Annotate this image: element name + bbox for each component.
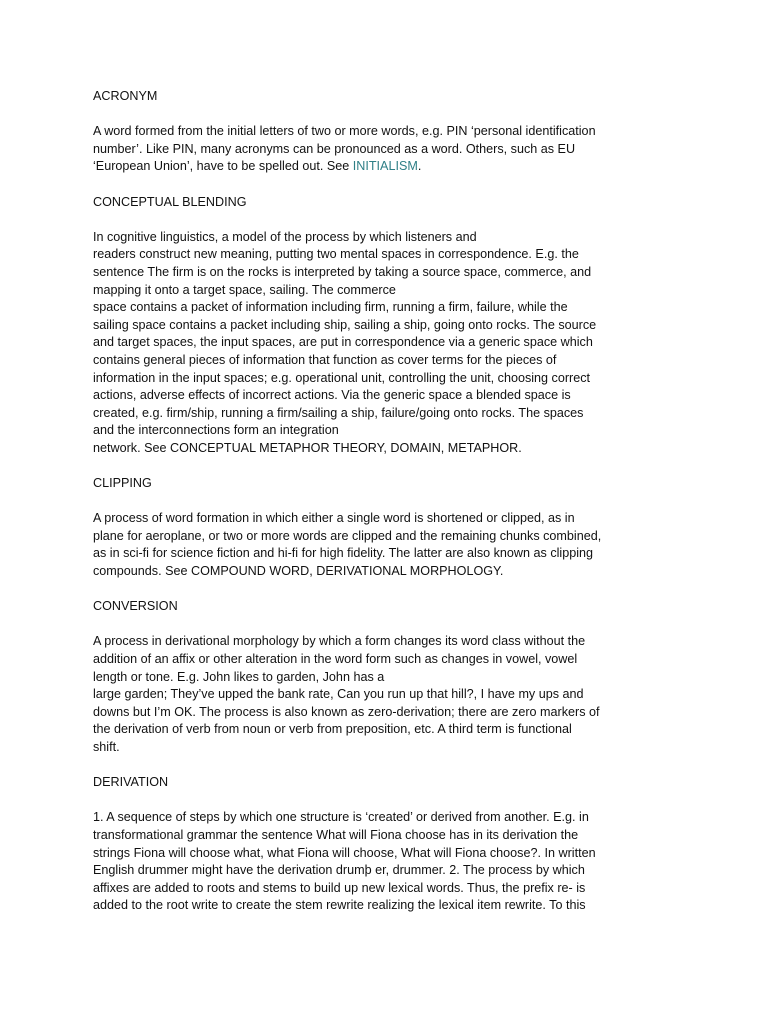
text-line: A word formed from the initial letters of two or more words, e.g. PIN ‘personal identification <box>93 124 596 139</box>
cross-reference-link[interactable]: INITIALISM <box>352 159 418 174</box>
text-line: 1. A sequence of steps by which one structure is ‘created’ or derived from another. E.g. in <box>93 810 589 825</box>
entry-definition <box>93 123 688 176</box>
entry-definition <box>93 633 688 756</box>
text-line: A process of word formation in which either a single word is shortened or clipped, as in <box>93 511 575 526</box>
text-line: network. See CONCEPTUAL METAPHOR THEORY, DOMAIN, METAPHOR. <box>93 440 522 455</box>
text-line: space contains a packet of information including firm, running a firm, failure, while the <box>93 300 568 315</box>
text-line: plane for aeroplane, or two or more words are clipped and the remaining chunks combined, <box>93 528 602 543</box>
entry-definition <box>93 510 688 580</box>
text-line: shift. <box>93 739 120 754</box>
text-fragment: ‘European Union’, have to be spelled out. See <box>93 159 353 174</box>
text-line: transformational grammar the sentence What will Fiona choose has in its derivation the <box>93 827 579 842</box>
text-line: contains general pieces of information that function as cover terms for the pieces of <box>93 352 557 367</box>
text-line: compounds. See COMPOUND WORD, DERIVATIONAL MORPHOLOGY. <box>93 564 504 579</box>
text-line: and the interconnections form an integration <box>93 423 339 438</box>
entry-heading: CONCEPTUAL BLENDING <box>93 194 247 209</box>
text-line: A process in derivational morphology by which a form changes its word class without the <box>93 634 586 649</box>
text-line: actions, adverse effects of incorrect actions. Via the generic space a blended space is <box>93 388 571 403</box>
text-line: In cognitive linguistics, a model of the process by which listeners and <box>93 229 477 244</box>
entry-derivation <box>93 774 688 915</box>
entry-heading: DERIVATION <box>93 775 169 790</box>
entry-definition <box>93 809 688 915</box>
text-line: and target spaces, the input spaces, are put in correspondence via a generic space which <box>93 335 593 350</box>
text-line: strings Fiona will choose what, what Fiona will choose, What will Fiona choose?. In written <box>93 845 596 860</box>
entry-heading: CONVERSION <box>93 599 178 614</box>
entry-acronym <box>93 88 688 176</box>
entry-conversion <box>93 598 688 756</box>
entry-heading: CLIPPING <box>93 476 152 491</box>
text-line: number’. Like PIN, many acronyms can be pronounced as a word. Others, such as EU <box>93 141 576 156</box>
text-line: added to the root write to create the stem rewrite realizing the lexical item rewrite. To this <box>93 898 586 913</box>
text-line: mapping it onto a target space, sailing. The commerce <box>93 282 396 297</box>
text-line: sailing space contains a packet including ship, sailing a ship, going onto rocks. The source <box>93 317 597 332</box>
text-line: affixes are added to roots and stems to build up new lexical words. Thus, the prefix re- is <box>93 880 586 895</box>
entry-conceptual-blending <box>93 194 688 458</box>
entry-definition <box>93 229 688 458</box>
text-line: as in sci-fi for science fiction and hi-fi for high fidelity. The latter are also known as clipping <box>93 546 594 561</box>
text-line: the derivation of verb from noun or verb from preposition, etc. A third term is functional <box>93 722 572 737</box>
text-line: downs but I’m OK. The process is also known as zero-derivation; there are zero markers of <box>93 704 600 719</box>
text-line <box>93 158 688 176</box>
text-line: sentence The firm is on the rocks is interpreted by taking a source space, commerce, and <box>93 264 592 279</box>
text-line: length or tone. E.g. John likes to garden, John has a <box>93 669 385 684</box>
text-line: English drummer might have the derivation drumþ er, drummer. 2. The process by which <box>93 863 585 878</box>
text-line: addition of an affix or other alteration in the word form such as changes in vowel, vowel <box>93 652 578 666</box>
text-line: created, e.g. firm/ship, running a firm/sailing a ship, failure/going onto rocks. The spaces <box>93 405 584 420</box>
entry-heading: ACRONYM <box>93 89 158 103</box>
text-line: large garden; They’ve upped the bank rate, Can you run up that hill?, I have my ups and <box>93 687 584 702</box>
text-line: information in the input spaces; e.g. operational unit, controlling the unit, choosing correct <box>93 370 591 385</box>
entry-clipping <box>93 475 688 581</box>
text-line: readers construct new meaning, putting two mental spaces in correspondence. E.g. the <box>93 247 579 262</box>
text-fragment: . <box>417 159 422 174</box>
